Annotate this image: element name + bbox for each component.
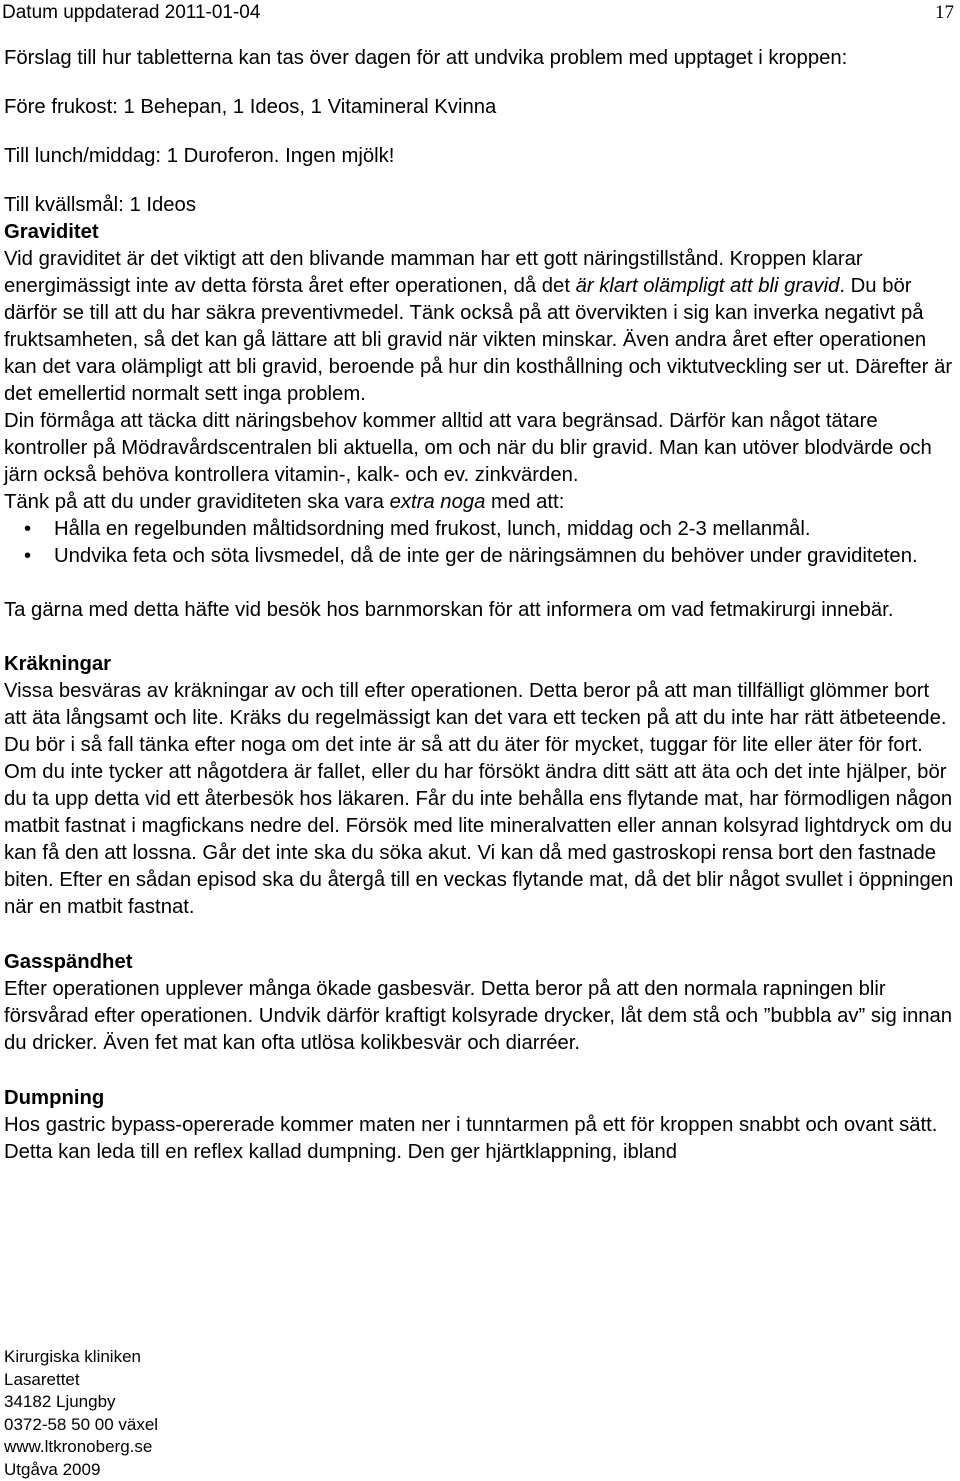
graviditet-bullet-list [4, 516, 954, 570]
emphasis-text: extra noga [389, 491, 486, 513]
evening-line: Till kvällsmål: 1 Ideos [4, 194, 196, 216]
footer-edition: Utgåva 2009 [4, 1459, 101, 1479]
heading-graviditet: Graviditet [4, 221, 99, 243]
text-run: med att: [485, 491, 565, 513]
text-run: . Du bör därför se till att du har säkra preventivmedel. Tänk också på att övervikten i sig kan inverka negativt på fruktsamheten, så det kan gå lättare att bli gravid när vikten minskar. Även andra året efter operationen kan det vara olämpligt att bli gravid, beroende på hur din kosthållning och viktutveckling ser ut. Därefter är det emellertid normalt sett inga problem. [4, 275, 953, 405]
breakfast-line: Före frukost: 1 Behepan, 1 Ideos, 1 Vitamineral Kvinna [4, 96, 497, 118]
text-run: Tänk på att du under graviditeten ska vara [4, 491, 390, 513]
text-run: Vid graviditet är det viktigt att den blivande mamman har ett gott näringstillstånd. Kroppen klarar energimässigt inte av detta första året efter operationen, då det [4, 248, 863, 297]
page-header [0, 0, 960, 26]
gasspandhet-paragraph: Efter operationen upplever många ökade gasbesvär. Detta beror på att den normala rapningen blir försvårad efter operationen. Undvik därför kraftigt kolsyrade drycker, låt dem stå och ”bubbla av” sig innan du dricker. Även fet mat kan ofta utlösa kolikbesvär och diarréer. [4, 978, 953, 1054]
footer-address: 34182 Ljungby [4, 1392, 116, 1411]
heading-gasspandhet: Gasspändhet [4, 951, 133, 973]
graviditet-paragraph-2: Din förmåga att täcka ditt näringsbehov kommer alltid att vara begränsad. Därför kan något tätare kontroller på Mödravårdscentralen bli aktuella, om och när du blir gravid. Man kan utöver blodvärde och järn också behöva kontrollera vitamin-, kalk- och ev. zinkvärden. [4, 410, 932, 486]
graviditet-paragraph-4: Ta gärna med detta häfte vid besök hos barnmorskan för att informera om vad fetmakirurgi innebär. [4, 599, 894, 621]
graviditet-paragraph-1 [4, 246, 954, 408]
list-item: • Hålla en regelbunden måltidsordning med frukost, lunch, middag och 2-3 mellanmål. [4, 516, 954, 543]
document-body [4, 45, 954, 1166]
footer-website: www.ltkronoberg.se [4, 1437, 153, 1456]
heading-dumpning: Dumpning [4, 1087, 105, 1109]
footer-hospital: Lasarettet [4, 1369, 80, 1389]
heading-krakningar: Kräkningar [4, 653, 112, 675]
lunch-line: Till lunch/middag: 1 Duroferon. Ingen mjölk! [4, 145, 395, 167]
updated-date: Datum uppdaterad 2011-01-04 [2, 2, 261, 23]
footer-phone: 0372-58 50 00 växel [4, 1414, 159, 1434]
graviditet-paragraph-3 [4, 489, 954, 516]
krakningar-paragraph: Vissa besväras av kräkningar av och till efter operationen. Detta beror på att man tillfälligt glömmer bort att äta långsamt och lite. Kräks du regelmässigt kan det vara ett tecken på att du inte har rätt ätbeteende. Du bör i så fall tänka efter noga om det inte är så att du äter för mycket, tuggar för lite eller äter för fort. Om du inte tycker att någotdera är fallet, eller du har försökt ändra ditt sätt att äta och det inte hjälper, bör du ta upp detta vid ett återbesök hos läkaren. Får du inte behålla ens flytande mat, har förmodligen någon matbit fastnat i magfickans nedre del. Försök med lite mineralvatten eller annan kolsyrad lightdryck om du kan få den att lossna. Går det inte ska du söka akut. Vi kan då med gastroskopi rensa bort den fastnade biten. Efter en sådan episod ska du återgå till en veckas flytande mat, då det blir något svullet i öppningen när en matbit fastnat. [4, 680, 954, 918]
intro-text: Förslag till hur tabletterna kan tas över dagen för att undvika problem med upptaget i kroppen: [4, 47, 848, 69]
page-footer [4, 1346, 158, 1481]
dumpning-paragraph: Hos gastric bypass-opererade kommer maten ner i tunntarmen på ett för kroppen snabbt och ovant sätt. Detta kan leda till en reflex kallad dumpning. Den ger hjärtklappning, ibland [4, 1114, 938, 1163]
list-item: • Undvika feta och söta livsmedel, då de inte ger de näringsämnen du behöver under graviditeten. [4, 543, 954, 570]
page-number: 17 [935, 2, 954, 23]
emphasis-text: är klart olämpligt att bli gravid [575, 275, 840, 297]
footer-clinic: Kirurgiska kliniken [4, 1347, 141, 1366]
